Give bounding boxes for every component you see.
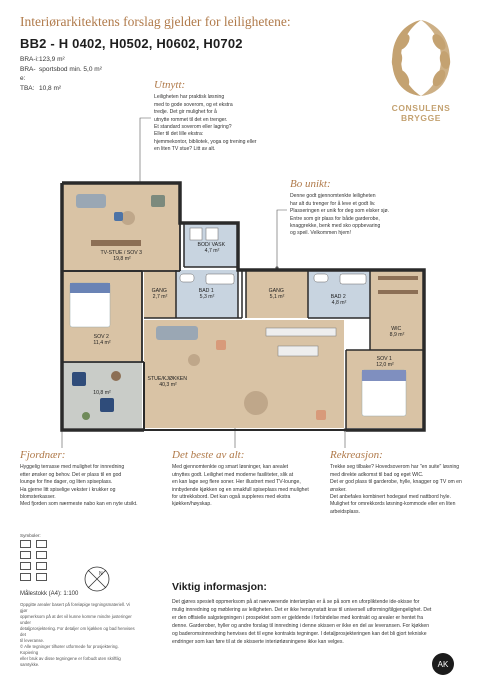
brand-line-2: BRYGGE	[400, 113, 442, 123]
tv-bench	[91, 240, 141, 246]
callout-line: Entre som gir plass for både garderobe,	[290, 215, 380, 222]
important-info	[172, 581, 432, 646]
sink	[340, 274, 366, 284]
shelf	[378, 276, 418, 280]
disclaimer-line: oppmerksom på at det vil kunne komme mindre justeringer under	[20, 614, 132, 625]
callout-line: Eller til det lille ekstra:	[154, 131, 204, 138]
callout-line: utnytte rommet til det en trenger.	[154, 116, 228, 123]
callout-utnytt	[154, 79, 282, 154]
disclaimer-line: Oppgitte arealer basert på foreløpige tegningsmateriell. Vi gjør	[20, 602, 131, 613]
room-area: 12,0 m²	[376, 362, 394, 368]
toilet	[314, 274, 328, 282]
callout-heading: Bo unikt:	[290, 178, 331, 190]
callout-line: en kan lage seg flere soner. Her illustrert med TV-lounge,	[172, 479, 301, 486]
armchair	[316, 410, 326, 420]
round-table	[121, 211, 135, 225]
callout-line: utnyttes godt. Leilighet med moderne fasiliteter, slik at	[172, 471, 294, 478]
room-area: 8,9 m²	[389, 332, 405, 338]
area-key: BRA-e:	[20, 65, 36, 82]
plant-pot	[82, 412, 90, 420]
kitchen-island	[278, 346, 318, 356]
scale-label: Målestokk (A4): 1:100	[20, 591, 79, 597]
symbol-washer-icon	[20, 551, 31, 559]
disclaimer-copyright	[20, 644, 138, 668]
room-label	[269, 288, 286, 300]
room-name: BAD 1	[198, 288, 214, 294]
symbol-shelf-icon	[36, 540, 47, 548]
floor-wic	[370, 270, 424, 350]
room-label	[93, 334, 110, 346]
room-area: 5,1 m²	[269, 294, 285, 300]
symbol-wardrobe-icon	[20, 540, 31, 548]
symbol-legend	[20, 533, 50, 581]
shelf	[378, 290, 418, 294]
pillow	[362, 370, 406, 381]
room-name: BAD 2	[330, 294, 346, 300]
sofa	[76, 194, 106, 208]
room-name: GANG	[151, 288, 167, 294]
sink	[206, 274, 234, 284]
room-area: 4,8 m²	[331, 300, 347, 306]
area-key: BRA-i:	[20, 56, 39, 63]
lounge-chair	[72, 372, 86, 386]
washer	[190, 228, 202, 240]
legend-title: Symboler:	[20, 533, 41, 538]
chair	[151, 195, 165, 207]
callout-line: Et standard soverom eller lagring?	[154, 124, 232, 131]
callout-line: hjemmekontor, bibliotek, yoga og trening eller	[154, 138, 257, 145]
symbol-cabinet-icon	[36, 573, 47, 581]
important-heading: Viktig informasjon:	[172, 581, 267, 593]
room-area: 40,3 m²	[159, 382, 177, 388]
armchair	[114, 212, 123, 221]
room-label	[390, 326, 405, 338]
svg-text:N: N	[99, 571, 103, 577]
callout-line: tredje. Det gir mulighet for å	[154, 109, 217, 116]
callout-line: med direkte adkomst til bad og eget WIC.	[330, 471, 424, 478]
callout-line: arbeidsplass.	[330, 508, 361, 515]
symbol-fridge-icon	[20, 562, 31, 570]
svg-text:AK: AK	[437, 660, 449, 669]
room-area: 10,8 m²	[93, 390, 111, 396]
symbol-dishwasher-icon	[20, 573, 31, 581]
room-name: TV-STUE / SOV 3	[100, 250, 143, 256]
callout-heading: Fjordnær:	[20, 449, 66, 461]
floor-plan	[56, 180, 428, 432]
room-area: 19,8 m²	[113, 256, 131, 262]
callout-det-beste	[172, 449, 322, 509]
callout-line: etter ønsker og behov. Det er plass til en god	[20, 471, 122, 478]
room-name: SOV 2	[93, 334, 109, 340]
lounge-chair	[100, 398, 114, 412]
symbol-oven-icon	[36, 562, 47, 570]
area-value: 10,8 m²	[39, 84, 62, 92]
disclaimer-line: detaljprosjektering. For detaljer om kjøkken og bad henvises det	[20, 626, 135, 637]
brand-name	[374, 103, 468, 123]
room-area: 2,7 m²	[152, 294, 168, 300]
room-label	[199, 288, 215, 300]
callout-line: knaggrekke, benk med sko oppbevaring	[290, 223, 381, 230]
unit-numbers: BB2 - H 0402, H0502, H0602, H0702	[20, 36, 243, 51]
disclaimer-line: til leveranse.	[20, 638, 45, 643]
room-area: 11,4 m²	[93, 340, 111, 346]
callout-line: Med fjorden som nærmeste nabo kan en nyte utsikt.	[20, 501, 138, 508]
callout-line: Ha gjerne litt spiselige vekster i krukker og blomsterkasser.	[20, 486, 116, 501]
callout-line: Det er god plass til garderobe, hylle, knagger og TV om en ønsker.	[330, 479, 462, 493]
north-arrow-icon	[82, 564, 112, 594]
architect-badge-icon	[432, 653, 454, 675]
callout-line: med to gode soverom, og et ekstra	[154, 101, 233, 108]
callout-line: Det anbefales kombinert hodegavl med nattbord hyle.	[330, 494, 451, 501]
pillow	[70, 283, 110, 293]
room-area: 5,3 m²	[199, 294, 215, 300]
room-name: WIC	[391, 326, 402, 332]
room-name: STUE/KJØKKEN	[147, 376, 188, 382]
callout-line: og speil. Velkommen hjem!	[290, 230, 351, 237]
important-text: Det gjøres spesielt oppmerksom på at nærværende interiørplan er å se på som en uforpliktende ide-skisse for mulig innredning og møblering av leiligheten. Det er ikke hensynstatt krav til universell utforming/tilgjengelighet. Det er den offisielle salgstegningen i prospektet som er gjeldende i forbindelse med kontrakt og arealer er hentet fra denne. Garderober, hyller og andre forslag til innredning i denne skissen er ikke en del av leveransen. For kjøkken og baderomsinnredning henvises det til egne kontrakts tegninger. I detaljprosjekteringen kan det bli gjort tekniske endringer som kan føre til at de skisserte interiørløsningene ikke kan velges.	[172, 599, 432, 645]
symbol-dryer-icon	[36, 551, 47, 559]
toilet	[180, 274, 194, 282]
callout-heading: Rekreasjon:	[330, 449, 383, 461]
area-key: TBA:	[20, 84, 35, 92]
room-area: 4,7 m²	[204, 248, 220, 254]
armchair	[216, 340, 226, 350]
callout-line: for uttrekksbord. Det kan også suppleres med ekstra	[172, 494, 291, 501]
dryer	[206, 228, 218, 240]
room-label	[376, 356, 394, 368]
area-summary	[20, 55, 102, 93]
room-label	[331, 294, 347, 306]
room-name: SOV 1	[376, 356, 392, 362]
callout-line: har alt du trenger for å leve et godt liv.	[290, 200, 376, 207]
callout-line: Leiligheten har praktisk løsning	[154, 94, 225, 101]
coffee-table	[188, 354, 200, 366]
callout-line: Trekke seg tilbake? Hovedsoverom har "en suite" løsning	[330, 464, 460, 471]
area-value: 123,9 m²	[39, 56, 65, 63]
disclaimer-areas	[20, 602, 138, 644]
dining-table	[244, 391, 268, 415]
callout-line: Med gjennomtenkte og smart løsninger, kan arealet	[172, 464, 289, 471]
page-title: Interiørarkitektens forslag gjelder for leilighetene:	[20, 14, 291, 29]
callout-heading: Utnytt:	[154, 79, 186, 91]
room-label	[152, 288, 169, 300]
side-table	[111, 371, 121, 381]
disclaimer-line: eller bruk av disse tegningene er forbudt uten skriftlig samtykke.	[20, 656, 121, 667]
brand-line-1: CONSULENS	[391, 103, 451, 113]
leader-line	[140, 118, 151, 185]
callout-heading: Det beste av alt:	[172, 449, 245, 461]
callout-line: Mulighet for omrekkords løsning-kommode eller en liten	[330, 501, 456, 508]
room-name: GANG	[268, 288, 284, 294]
callout-rekreasjon	[330, 449, 462, 516]
callout-line: Hyggelig terrasse med mulighet for innredning	[20, 464, 125, 471]
callout-line: kjøkken/høyskap.	[172, 501, 212, 508]
room-label	[93, 390, 111, 396]
room-name: BOD/ VASK	[197, 242, 226, 248]
area-value: sportsbod min. 5,0 m²	[39, 65, 102, 73]
callout-line: innbydende kjøkken og en smakfull spiseplass med mulighet	[172, 486, 309, 493]
callout-fjordnaer	[20, 449, 148, 509]
kitchen-counter	[266, 328, 336, 336]
callout-line: Plasseringen er unik for deg som elsker sjø.	[290, 208, 390, 215]
disclaimer-line: © Alle tegninger tilhører utformede for prosjektering. Kopiering	[20, 644, 119, 655]
sofa	[156, 326, 198, 340]
callout-line: Denne godt gjennomtenkte leiligheten	[290, 193, 376, 200]
callout-line: lounge for fine dager, og liten spiseplass.	[20, 479, 113, 486]
callout-line: en liten TV stue? Litt av alt.	[154, 146, 216, 153]
